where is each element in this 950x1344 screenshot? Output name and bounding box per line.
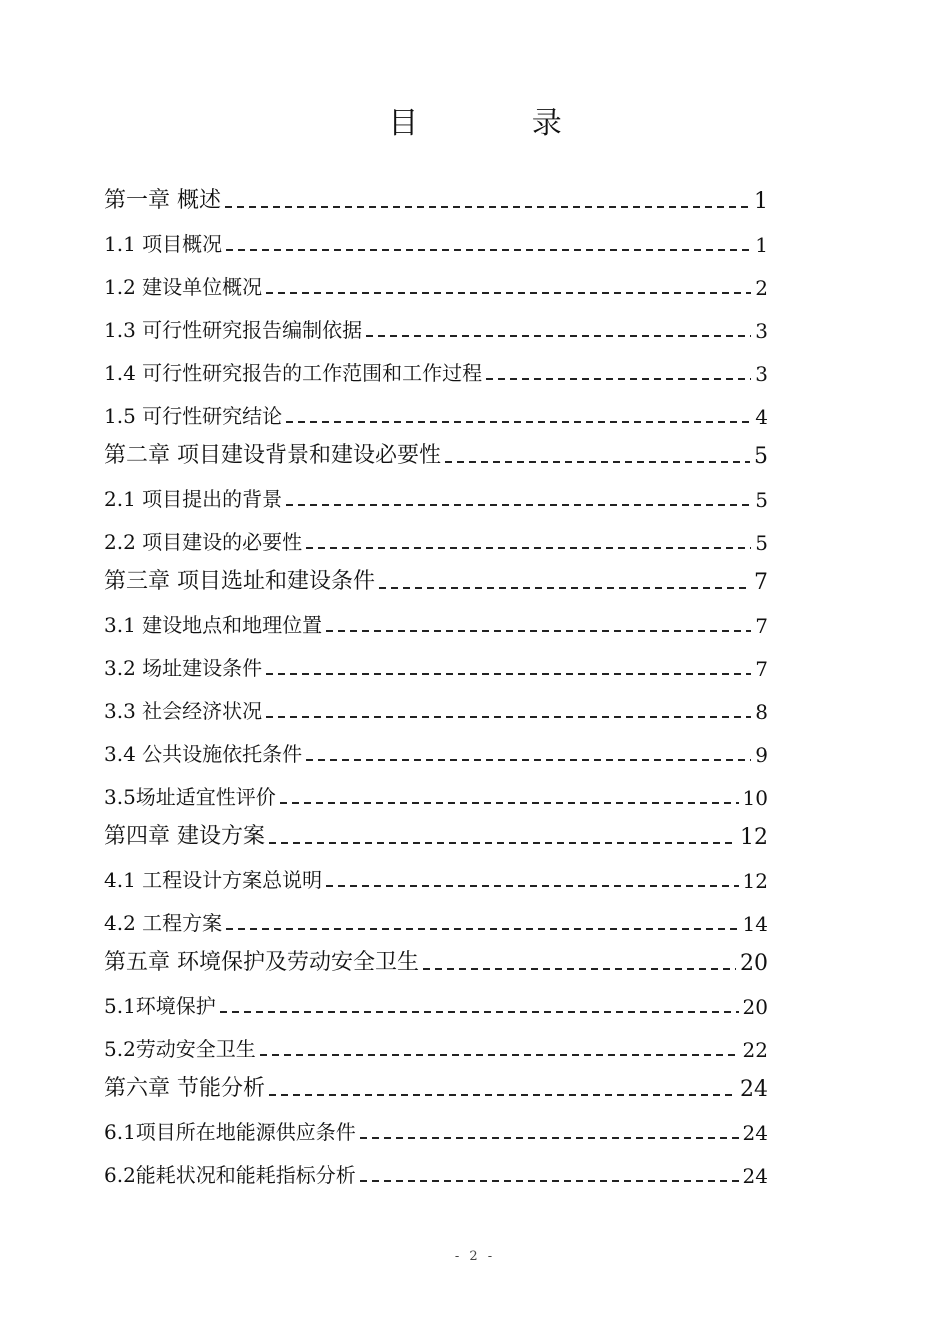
toc-entry-section[interactable] [104, 767, 768, 810]
toc-entry-label: 3.2 场址建设条件 [104, 656, 263, 680]
toc-entry-section[interactable] [104, 681, 768, 724]
toc-entry-label: 3.4 公共设施依托条件 [104, 742, 303, 766]
toc-entry-section[interactable] [104, 469, 768, 512]
dot-leader [366, 335, 751, 337]
dot-leader [445, 461, 750, 463]
toc-entry-label: 1.1 项目概况 [104, 232, 223, 256]
dot-leader [266, 292, 751, 294]
toc-entry-label: 第二章 项目建设背景和建设必要性 [104, 443, 441, 468]
toc-entry-section[interactable] [104, 512, 768, 555]
page-number-footer: - 2 - [454, 1249, 496, 1264]
dot-leader [486, 378, 751, 380]
dot-leader [220, 1011, 739, 1013]
toc-entry-page: 5 [755, 488, 768, 512]
dot-leader [280, 802, 739, 804]
toc-entry-chapter[interactable] [104, 429, 768, 469]
dot-leader [360, 1137, 739, 1139]
toc-entry-label: 6.1项目所在地能源供应条件 [104, 1120, 356, 1144]
toc-entry-chapter[interactable] [104, 555, 768, 595]
toc-entry-page: 3 [755, 319, 768, 343]
dot-leader [286, 504, 751, 506]
dot-leader [360, 1180, 739, 1182]
toc-entry-section[interactable] [104, 343, 768, 386]
toc-entry-label: 4.1 工程设计方案总说明 [104, 868, 323, 892]
dot-leader [225, 206, 750, 208]
toc-entry-page: 9 [755, 743, 768, 767]
table-of-contents [104, 174, 768, 1188]
toc-entry-chapter[interactable] [104, 936, 768, 976]
toc-entry-page: 1 [755, 233, 768, 257]
toc-entry-page: 1 [754, 189, 768, 214]
toc-entry-page: 14 [742, 912, 768, 936]
toc-entry-label: 2.2 项目建设的必要性 [104, 530, 303, 554]
toc-entry-label: 2.1 项目提出的背景 [104, 487, 283, 511]
toc-entry-page: 8 [755, 700, 768, 724]
toc-entry-label: 1.2 建设单位概况 [104, 275, 263, 299]
toc-entry-label: 1.3 可行性研究报告编制依据 [104, 318, 363, 342]
toc-entry-label: 1.5 可行性研究结论 [104, 404, 283, 428]
toc-entry-section[interactable] [104, 893, 768, 936]
toc-entry-page: 24 [742, 1121, 768, 1145]
toc-entry-page: 5 [755, 531, 768, 555]
toc-entry-label: 3.1 建设地点和地理位置 [104, 613, 323, 637]
toc-entry-section[interactable] [104, 850, 768, 893]
toc-entry-section[interactable] [104, 976, 768, 1019]
toc-entry-page: 2 [755, 276, 768, 300]
toc-entry-page: 10 [742, 786, 768, 810]
toc-entry-page: 20 [740, 951, 768, 976]
toc-entry-page: 24 [740, 1077, 768, 1102]
dot-leader [266, 716, 751, 718]
toc-entry-section[interactable] [104, 638, 768, 681]
toc-entry-page: 20 [742, 995, 768, 1019]
toc-entry-label: 第六章 节能分析 [104, 1076, 265, 1101]
dot-leader [306, 547, 751, 549]
toc-entry-section[interactable] [104, 214, 768, 257]
dot-leader [226, 249, 751, 251]
dot-leader [326, 885, 738, 887]
toc-entry-label: 5.1环境保护 [104, 994, 216, 1018]
dot-leader [226, 928, 738, 930]
toc-entry-page: 22 [742, 1038, 768, 1062]
toc-entry-label: 6.2能耗状况和能耗指标分析 [104, 1163, 356, 1187]
toc-entry-section[interactable] [104, 724, 768, 767]
dot-leader [306, 759, 751, 761]
toc-entry-section[interactable] [104, 1102, 768, 1145]
dot-leader [260, 1054, 739, 1056]
dot-leader [266, 673, 751, 675]
toc-entry-chapter[interactable] [104, 810, 768, 850]
dot-leader [423, 968, 736, 970]
toc-entry-section[interactable] [104, 386, 768, 429]
toc-entry-page: 12 [742, 869, 768, 893]
toc-entry-page: 24 [742, 1164, 768, 1188]
toc-entry-page: 7 [754, 570, 768, 595]
dot-leader [269, 842, 736, 844]
toc-entry-page: 5 [754, 444, 768, 469]
dot-leader [269, 1094, 736, 1096]
toc-entry-page: 12 [740, 825, 768, 850]
toc-entry-page: 7 [755, 614, 768, 638]
page-title: 目 录 [388, 106, 614, 141]
toc-entry-label: 4.2 工程方案 [104, 911, 223, 935]
toc-entry-section[interactable] [104, 300, 768, 343]
toc-entry-page: 4 [755, 405, 768, 429]
dot-leader [326, 630, 751, 632]
toc-entry-label: 5.2劳动安全卫生 [104, 1037, 256, 1061]
toc-entry-label: 3.5场址适宜性评价 [104, 785, 276, 809]
dot-leader [379, 587, 750, 589]
toc-entry-page: 7 [755, 657, 768, 681]
dot-leader [286, 421, 751, 423]
toc-entry-label: 3.3 社会经济状况 [104, 699, 263, 723]
toc-entry-section[interactable] [104, 1145, 768, 1188]
toc-entry-label: 第一章 概述 [104, 188, 221, 213]
toc-entry-section[interactable] [104, 257, 768, 300]
toc-entry-label: 第四章 建设方案 [104, 824, 265, 849]
toc-entry-chapter[interactable] [104, 1062, 768, 1102]
toc-entry-label: 第五章 环境保护及劳动安全卫生 [104, 950, 419, 975]
toc-entry-section[interactable] [104, 595, 768, 638]
toc-entry-label: 1.4 可行性研究报告的工作范围和工作过程 [104, 361, 483, 385]
toc-entry-chapter[interactable] [104, 174, 768, 214]
toc-entry-section[interactable] [104, 1019, 768, 1062]
toc-entry-label: 第三章 项目选址和建设条件 [104, 569, 375, 594]
toc-entry-page: 3 [755, 362, 768, 386]
